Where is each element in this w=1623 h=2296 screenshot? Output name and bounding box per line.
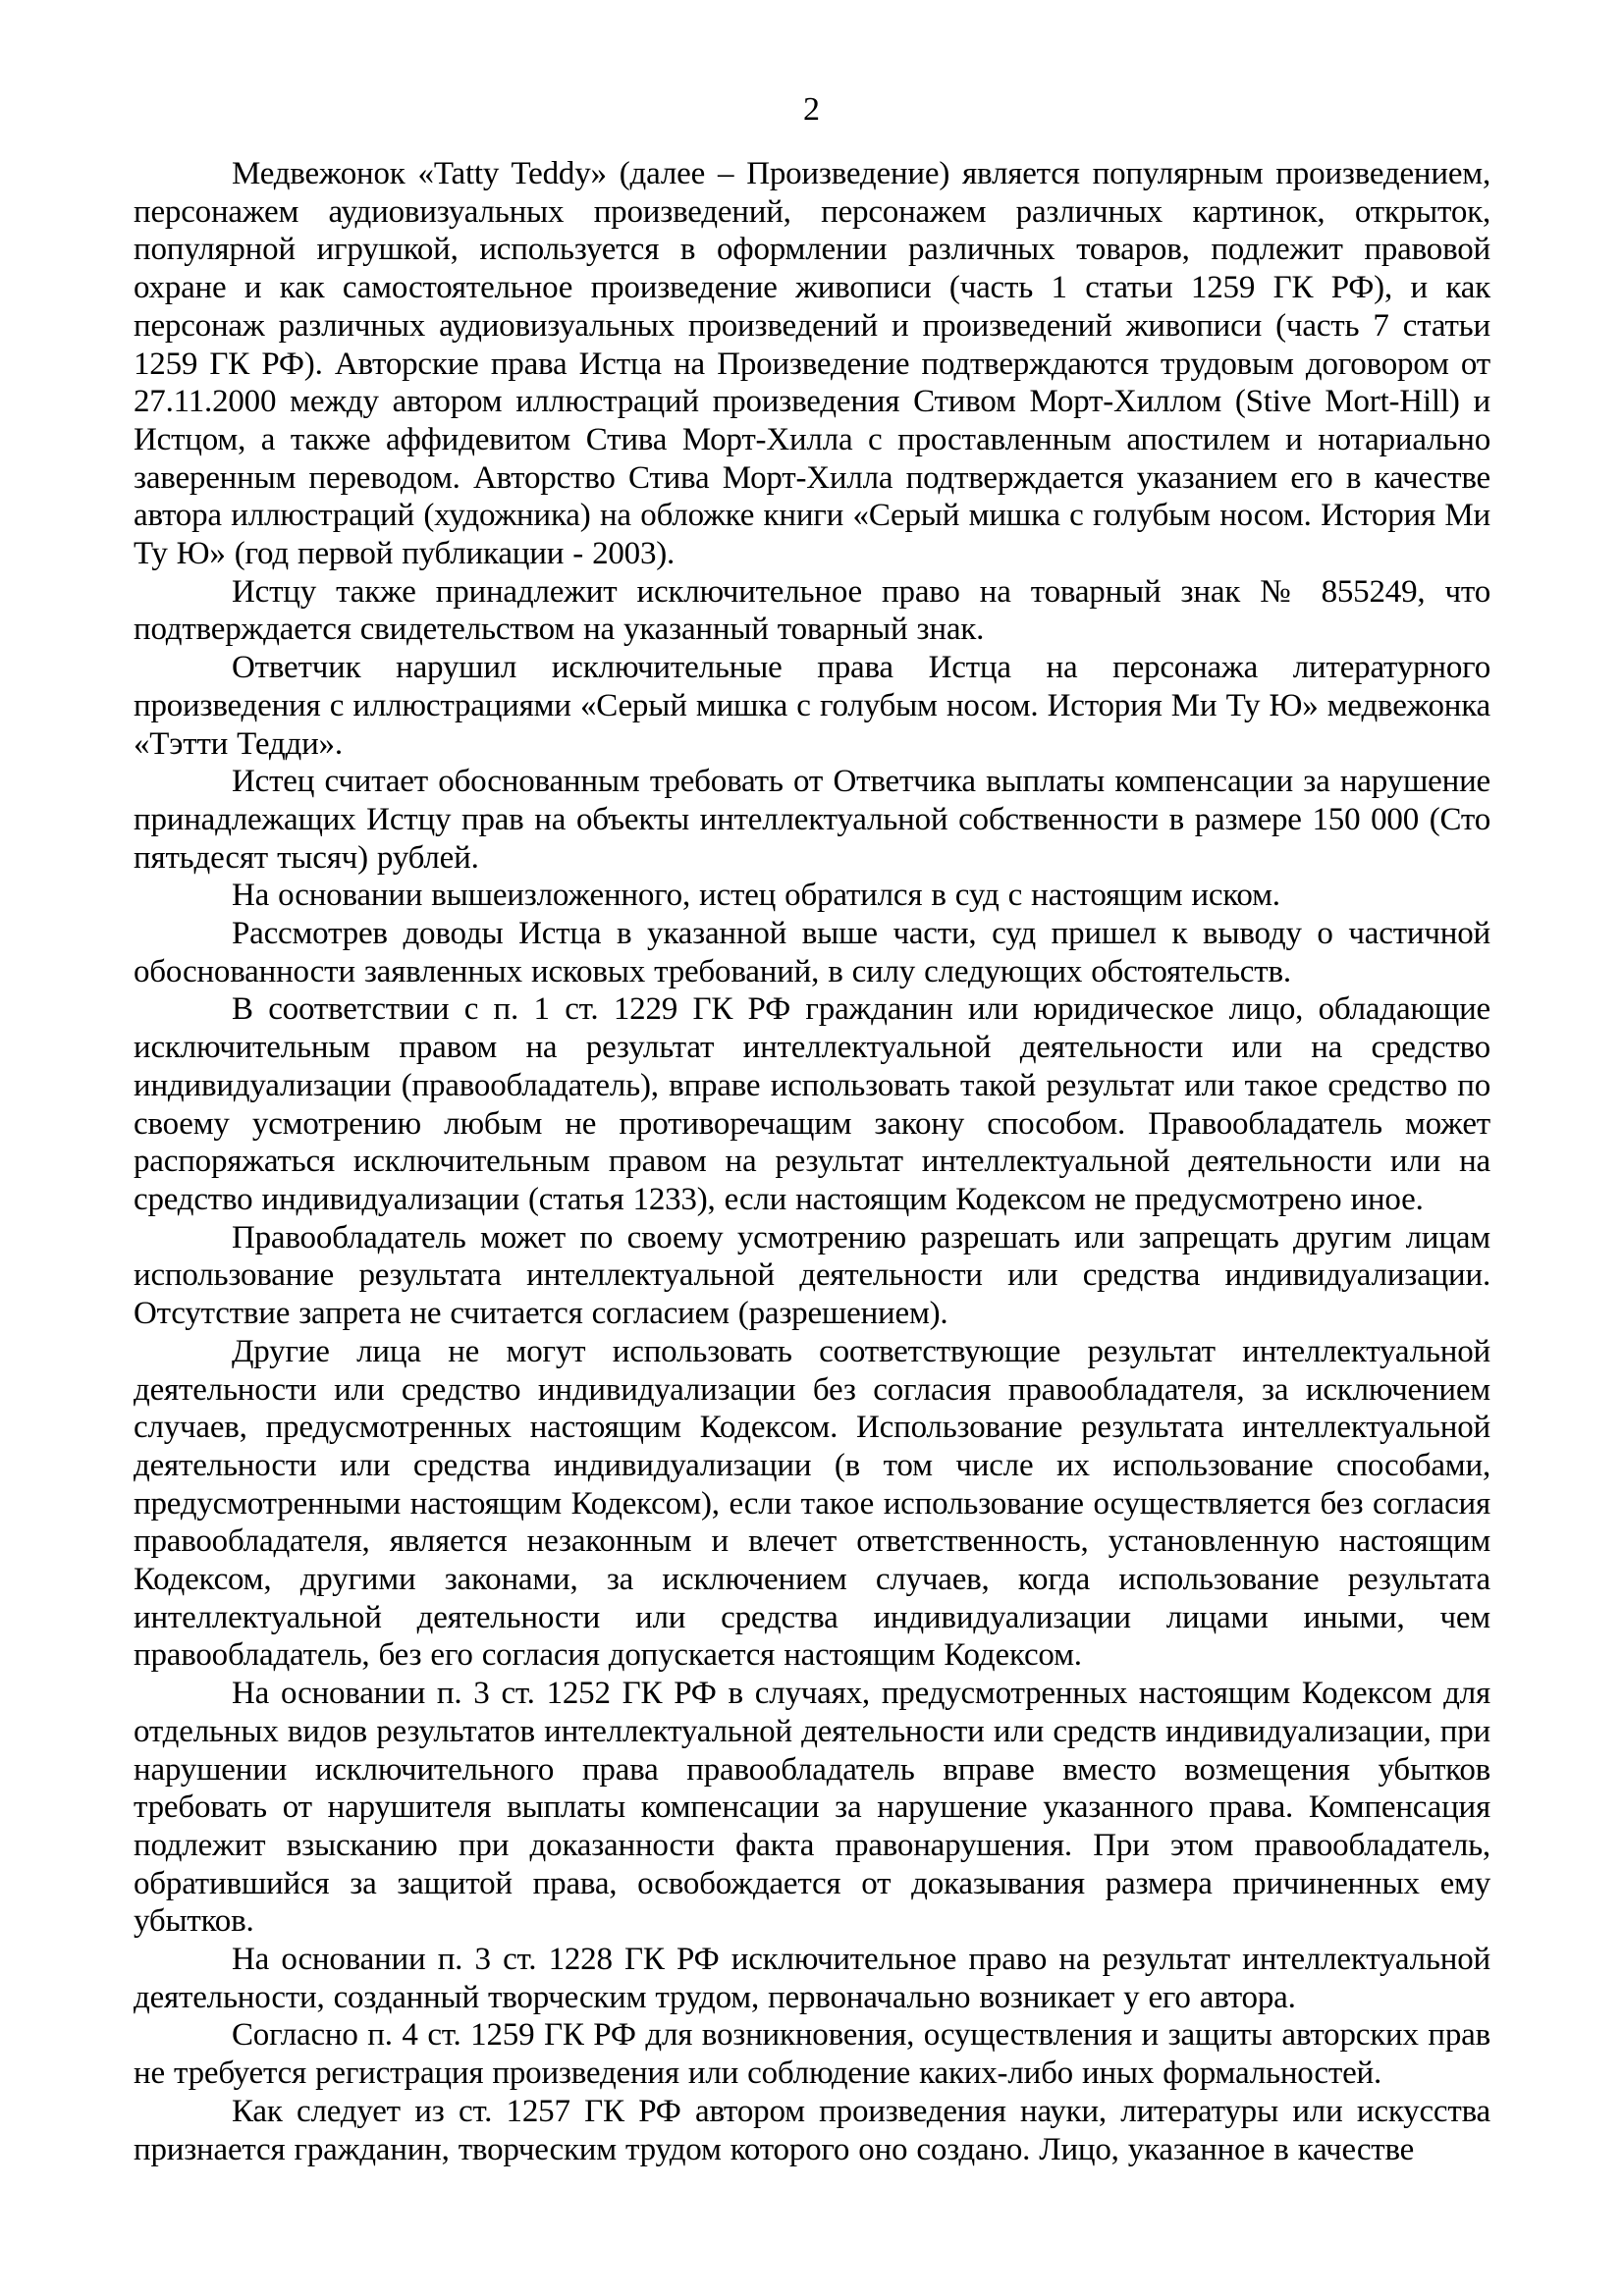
- paragraph-trademark-right: Истцу также принадлежит исключительное право на товарный знак № 855249, что подтверждается свидетельством на указанный товарный знак.: [134, 573, 1490, 648]
- paragraph-lawsuit-basis: На основании вышеизложенного, истец обратился в суд с настоящим иском.: [232, 878, 1280, 914]
- paragraph-article-1259: Согласно п. 4 ст. 1259 ГК РФ для возникновения, осуществления и защиты авторских прав не требуется регистрация произведения или соблюдение каких-либо иных формальностей.: [134, 2017, 1490, 2092]
- paragraph-intro-tatty-teddy: Медвежонок «Tatty Teddy» (далее – Произведение) является популярным произведением, персонажем аудиовизуальных произведений, персонажем различных картинок, открыток, популярной игрушкой, используется в оформлении различных товаров, подлежит правовой охране и как самостоятельное произведение живописи (часть 1 статьи 1259 ГК РФ), и как персонаж различных аудиовизуальных произведений и произведений живописи (часть 7 статьи 1259 ГК РФ). Авторские права Истца на Произведение подтверждаются трудовым договором от 27.11.2000 между автором иллюстраций произведения Стивом Морт-Хиллом (Stive Mort-Hill) и Истцом, а также аффидевитом Стива Морт-Хилла с проставленным апостилем и нотариально заверенным переводом. Авторство Стива Морт-Хилла подтверждается указанием его в качестве автора иллюстраций (художника) на обложке книги «Серый мишка с голубым носом. История Ми Ту Ю» (год первой публикации - 2003).: [134, 156, 1490, 572]
- paragraph-compensation-claim: Истец считает обоснованным требовать от Ответчика выплаты компенсации за нарушение принадлежащих Истцу прав на объекты интеллектуальной собственности в размере 150 000 (Сто пятьдесят тысяч) рублей.: [134, 764, 1490, 876]
- paragraph-court-conclusion: Рассмотрев доводы Истца в указанной выше части, суд пришел к выводу о частичной обоснованности заявленных исковых требований, в силу следующих обстоятельств.: [134, 916, 1490, 989]
- paragraph-article-1257: Как следует из ст. 1257 ГК РФ автором произведения науки, литературы или искусства признается гражданин, творческим трудом которого оно создано. Лицо, указанное в качестве: [134, 2093, 1490, 2167]
- paragraph-article-1252: На основании п. 3 ст. 1252 ГК РФ в случаях, предусмотренных настоящим Кодексом для отдельных видов результатов интеллектуальной деятельности или средств индивидуализации, при нарушении исключительного права правообладатель вправе вместо возмещения убытков требовать от нарушителя выплаты компенсации за нарушение указанного права. Компенсация подлежит взысканию при доказанности факта правонарушения. При этом правообладатель, обратившийся за защитой права, освобождается от доказывания размера причиненных ему убытков.: [134, 1676, 1490, 1940]
- paragraph-rightsholder-permission: Правообладатель может по своему усмотрению разрешать или запрещать другим лицам использование результата интеллектуальной деятельности или средства индивидуализации. Отсутствие запрета не считается согласием (разрешением).: [134, 1219, 1490, 1332]
- document-body: [134, 155, 1490, 2168]
- paragraph-article-1229: В соответствии с п. 1 ст. 1229 ГК РФ гражданин или юридическое лицо, обладающие исключительным правом на результат интеллектуальной деятельности или на средство индивидуализации (правообладатель), вправе использовать такой результат или такое средство по своему усмотрению любым не противоречащим закону способом. Правообладатель может распоряжаться исключительным правом на результат интеллектуальной деятельности или на средство индивидуализации (статья 1233), если настоящим Кодексом не предусмотрено иное.: [134, 991, 1490, 1217]
- paragraph-defendant-violation: Ответчик нарушил исключительные права Истца на персонажа литературного произведения с иллюстрациями «Серый мишка с голубым носом. История Ми Ту Ю» медвежонка «Тэтти Тедди».: [134, 650, 1490, 762]
- paragraph-third-party-use: Другие лица не могут использовать соответствующие результат интеллектуальной деятельности или средство индивидуализации без согласия правообладателя, за исключением случаев, предусмотренных настоящим Кодексом. Использование результата интеллектуальной деятельности или средства индивидуализации (в том числе их использование способами, предусмотренными настоящим Кодексом), если такое использование осуществляется без согласия правообладателя, является незаконным и влечет ответственность, установленную настоящим Кодексом, другими законами, за исключением случаев, когда использование результата интеллектуальной деятельности или средства индивидуализации лицами иными, чем правообладатель, без его согласия допускается настоящим Кодексом.: [134, 1333, 1490, 1674]
- page-number: 2: [803, 91, 820, 128]
- paragraph-article-1228: На основании п. 3 ст. 1228 ГК РФ исключительное право на результат интеллектуальной деятельности, созданный творческим трудом, первоначально возникает у его автора.: [134, 1942, 1490, 2015]
